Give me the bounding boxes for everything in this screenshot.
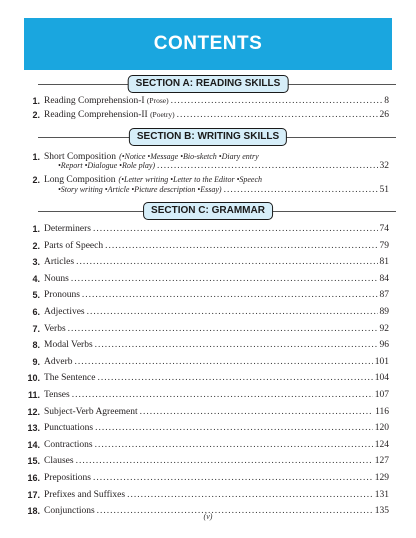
- entry-title: The Sentence: [44, 373, 96, 384]
- entry-number: 16.: [27, 473, 40, 483]
- entry-title: Nouns: [44, 273, 69, 284]
- dot-leader: [71, 274, 378, 284]
- entry-detail: (•Notice •Message •Bio-sketch •Diary entry: [119, 152, 259, 161]
- page-number: (v): [203, 512, 213, 521]
- entry-title: Verbs: [44, 323, 66, 334]
- section-b-heading: [0, 128, 416, 146]
- entry-page: 101: [374, 356, 389, 367]
- dot-leader: [140, 407, 373, 417]
- entry-number: 17.: [27, 489, 40, 500]
- entry-page: 131: [374, 489, 389, 500]
- entry-title: Reading Comprehension-II: [44, 110, 148, 120]
- dot-leader: [76, 257, 377, 267]
- section-c-heading: [0, 202, 416, 220]
- entry-number: 7.: [32, 323, 40, 334]
- dot-leader: [93, 224, 378, 234]
- entry-number: 11.: [27, 390, 40, 400]
- entry-page: 79: [379, 240, 389, 251]
- dot-leader: [95, 440, 373, 450]
- entry-subtitle: (Prose): [146, 96, 169, 105]
- entry-page: 116: [375, 406, 389, 417]
- entry-page: 135: [374, 506, 389, 517]
- entry-page: 124: [374, 439, 389, 450]
- entry-page: 51: [379, 185, 389, 195]
- entry-number: 2.: [32, 175, 40, 185]
- entry-detail: (•Letter writing •Letter to the Editor •Speech: [118, 175, 263, 184]
- entry-title: Prepositions: [44, 473, 91, 483]
- dot-leader: [93, 473, 373, 483]
- dot-leader: [127, 490, 373, 500]
- entry-title: Short Composition: [44, 152, 117, 162]
- entry-number: 5.: [32, 290, 40, 301]
- entry-number: 10.: [27, 373, 40, 384]
- entry-number: 1.: [32, 96, 40, 106]
- entry-title: Clauses: [44, 456, 74, 467]
- entry-page: 87: [379, 290, 389, 301]
- entry-page: 104: [374, 373, 389, 384]
- entry-detail: •Report •Dialogue •Role play): [58, 161, 156, 170]
- entry-detail: •Story writing •Article •Picture description •Essay): [58, 185, 222, 194]
- entry-title: Punctuations: [44, 423, 94, 434]
- contents-banner: [24, 18, 392, 70]
- dot-leader: [171, 96, 383, 106]
- entry-page: 81: [379, 257, 389, 268]
- section-a-label: SECTION A: READING SKILLS: [128, 75, 289, 93]
- dot-leader: [97, 373, 372, 383]
- entry-number: 3.: [32, 257, 40, 268]
- entry-title: Adjectives: [44, 307, 85, 317]
- entry-page: 120: [374, 423, 389, 434]
- dot-leader: [72, 390, 373, 400]
- dot-leader: [68, 324, 378, 334]
- entry-title: Tenses: [44, 390, 70, 400]
- dot-leader: [95, 340, 378, 350]
- dot-leader: [76, 456, 373, 466]
- dot-leader: [177, 110, 378, 120]
- dot-leader: [95, 423, 373, 433]
- entry-title: Prefixes and Suffixes: [44, 489, 126, 500]
- entry-page: 32: [379, 161, 389, 171]
- entry-title: Modal Verbs: [44, 340, 93, 351]
- section-b-label: SECTION B: WRITING SKILLS: [129, 128, 287, 146]
- dot-leader: [224, 185, 378, 195]
- entry-page: 129: [374, 473, 389, 483]
- entry-number: 2.: [32, 240, 40, 251]
- entry-number: 1.: [32, 152, 40, 162]
- dot-leader: [75, 357, 373, 367]
- entry-title: Long Composition: [44, 175, 116, 185]
- entry-page: 107: [374, 390, 389, 400]
- entry-title: Pronouns: [44, 290, 80, 301]
- dot-leader: [87, 307, 378, 317]
- entry-page: 8: [384, 96, 389, 106]
- dot-leader: [82, 290, 378, 300]
- entry-page: 89: [379, 307, 389, 317]
- entry-title: Contractions: [44, 439, 93, 450]
- entry-number: 1.: [32, 224, 40, 234]
- entry-number: 15.: [27, 456, 40, 467]
- section-c-label: SECTION C: GRAMMAR: [143, 202, 273, 220]
- entry-number: 13.: [27, 423, 40, 434]
- entry-title: Adverb: [44, 356, 73, 367]
- page-title: CONTENTS: [153, 33, 263, 54]
- entry-title: Reading Comprehension-I: [44, 96, 145, 106]
- entry-page: 96: [379, 340, 389, 351]
- entry-page: 84: [379, 273, 389, 284]
- entry-title: Parts of Speech: [44, 240, 104, 251]
- entry-number: 6.: [32, 307, 40, 317]
- entry-title: Conjunctions: [44, 506, 95, 517]
- entry-number: 2.: [32, 110, 40, 120]
- entry-number: 18.: [27, 506, 40, 517]
- entry-page: 127: [374, 456, 389, 467]
- entry-title: Articles: [44, 257, 75, 268]
- entry-page: 74: [379, 224, 389, 234]
- dot-leader: [157, 161, 377, 171]
- entry-number: 14.: [27, 439, 40, 450]
- entry-subtitle: (Poetry): [150, 110, 175, 119]
- entry-page: 26: [379, 110, 389, 120]
- entry-number: 9.: [32, 356, 40, 367]
- entry-number: 12.: [27, 406, 40, 417]
- entry-number: 8.: [32, 340, 40, 351]
- entry-number: 4.: [32, 273, 40, 284]
- entry-title: Determiners: [44, 224, 91, 234]
- section-a-heading: [0, 75, 416, 93]
- entry-page: 92: [379, 323, 389, 334]
- dot-leader: [105, 241, 377, 251]
- entry-title: Subject-Verb Agreement: [44, 406, 138, 417]
